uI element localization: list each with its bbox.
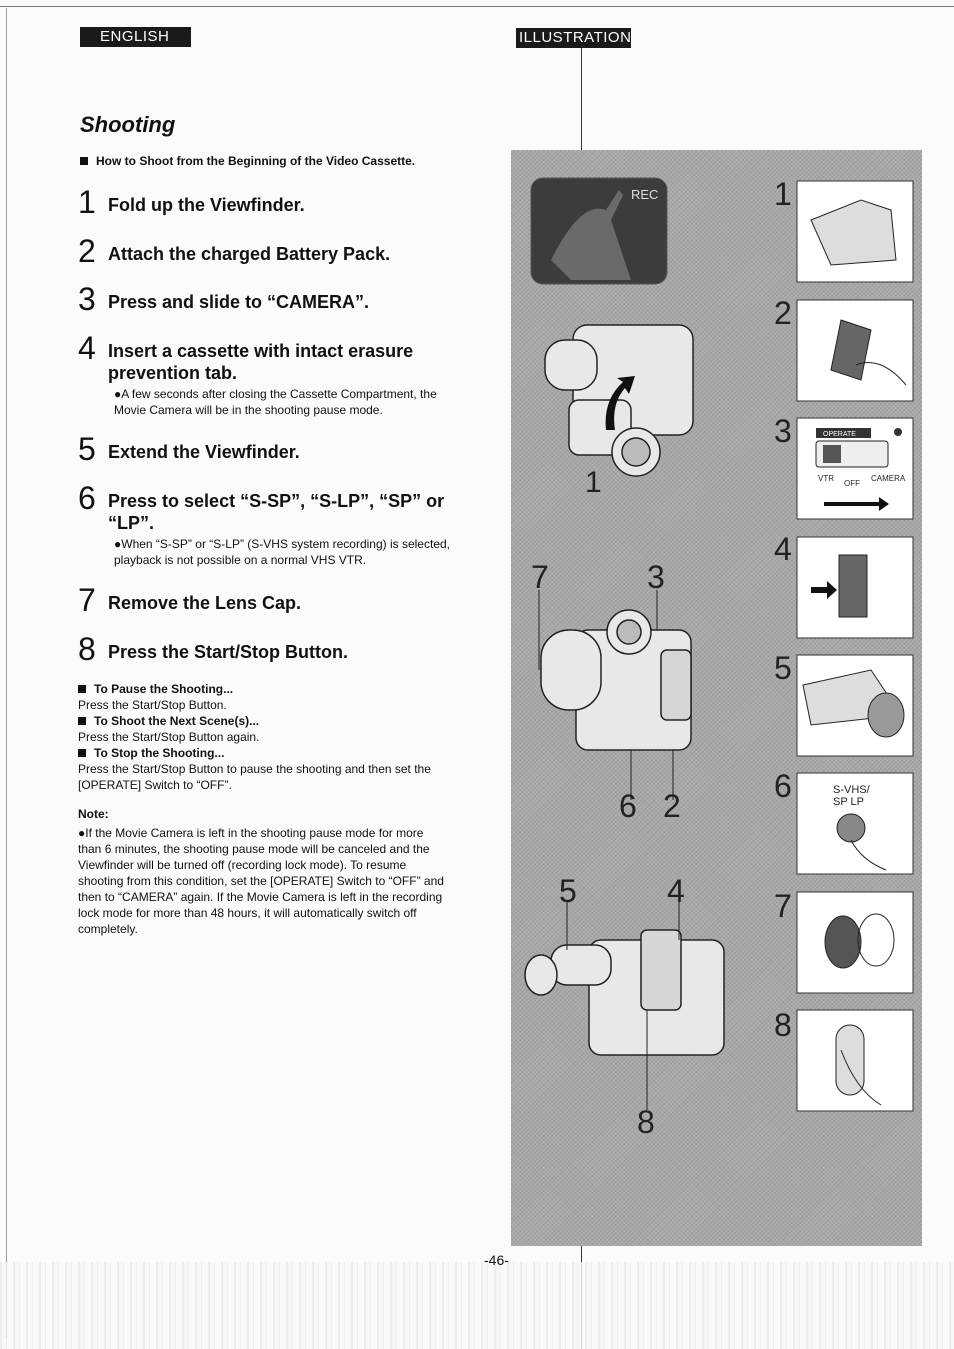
step-number: 2 [78, 233, 96, 269]
mode-label-bottom: SP LP [833, 796, 864, 808]
thumb-number-6: 6 [774, 768, 792, 804]
callout-6: 6 [619, 788, 637, 824]
page-number: -46- [484, 1252, 509, 1268]
illustration-panel [511, 150, 922, 1246]
note-heading: Note: [78, 807, 109, 821]
square-bullet-icon [78, 685, 86, 693]
thumbnail-column [774, 176, 913, 1111]
switch-vtr-label: VTR [818, 474, 834, 483]
page-subtitle: How to Shoot from the Beginning of the Video Cassette. [80, 154, 415, 168]
subsection-next-scene: To Shoot the Next Scene(s)... Press the Start/Stop Button again. [78, 714, 260, 744]
step-number: 5 [78, 431, 96, 467]
callout-8: 8 [637, 1104, 655, 1140]
callout-5: 5 [559, 873, 577, 909]
square-bullet-icon [80, 157, 88, 165]
step-note: ●When “S-SP” or “S-LP” (S-VHS system recording) is selected, playback is not possible on a normal VHS VTR. [114, 537, 450, 567]
mode-label-top: S-VHS/ [833, 784, 870, 796]
step-text: Extend the Viewfinder. [108, 442, 300, 462]
note-body: ●If the Movie Camera is left in the shooting pause mode for more than 6 minutes, the shooting pause mode will be canceled and the Viewfinder will be turned off (recording lock mode). To resume shooting from this condition, set the [OPERATE] Switch to “OFF” and then to “CAMERA” again. If the Movie Camera is left in the recording lock mode for more than 48 hours, it will automatically switch off completely. [78, 826, 444, 936]
step-text: Fold up the Viewfinder. [108, 195, 305, 215]
callout-2: 2 [663, 788, 681, 824]
scan-noise [0, 1262, 954, 1349]
left-edge-rule [6, 8, 7, 1338]
callout-1: 1 [585, 466, 602, 499]
top-rule [0, 6, 954, 7]
camcorder-drawing-middle [541, 610, 691, 750]
step-number: 6 [78, 480, 96, 516]
illustration-tag: ILLUSTRATION [516, 28, 631, 48]
switch-camera-label: CAMERA [871, 474, 906, 483]
subsection-stop: To Stop the Shooting... Press the Start/Stop Button to pause the shooting and then set the [OPERATE] Switch to “OFF”. [78, 746, 431, 792]
thumb-number-3: 3 [774, 413, 792, 449]
illustration-svg [511, 150, 922, 1246]
page-title: Shooting [80, 112, 176, 137]
camcorder-drawing-bottom [525, 930, 724, 1055]
switch-off-label: OFF [844, 479, 860, 488]
callout-7: 7 [531, 559, 549, 595]
square-bullet-icon [78, 717, 86, 725]
step-number: 7 [78, 582, 96, 618]
step-text: Press and slide to “CAMERA”. [108, 292, 370, 312]
square-bullet-icon [78, 749, 86, 757]
step-number: 8 [78, 631, 96, 667]
thumb-number-7: 7 [774, 888, 792, 924]
step-number: 1 [78, 184, 96, 220]
step-number: 3 [78, 281, 96, 317]
viewfinder-inset [531, 178, 667, 284]
step-text: Insert a cassette with intact erasure prevention tab. [108, 341, 414, 383]
rec-indicator: REC [631, 187, 659, 202]
callout-4: 4 [667, 873, 685, 909]
step-number: 4 [78, 330, 96, 366]
callout-3: 3 [647, 559, 665, 595]
thumb-number-1: 1 [774, 176, 792, 212]
thumb-number-8: 8 [774, 1007, 792, 1043]
subsection-pause: To Pause the Shooting... Press the Start/Stop Button. [78, 682, 234, 712]
operate-switch-label: OPERATE [823, 431, 856, 438]
camcorder-drawing-top [545, 325, 693, 476]
step-text: Attach the charged Battery Pack. [108, 244, 391, 264]
thumb-number-5: 5 [774, 650, 792, 686]
thumb-number-4: 4 [774, 531, 792, 567]
language-tag: ENGLISH [80, 27, 191, 47]
thumb-number-2: 2 [774, 295, 792, 331]
step-text: Press to select “S-SP”, “S-LP”, “SP” or “LP”. [108, 491, 445, 533]
step-text: Remove the Lens Cap. [108, 593, 302, 613]
step-text: Press the Start/Stop Button. [108, 642, 349, 662]
step-note: ●A few seconds after closing the Cassette Compartment, the Movie Camera will be in the shooting pause mode. [114, 387, 437, 417]
